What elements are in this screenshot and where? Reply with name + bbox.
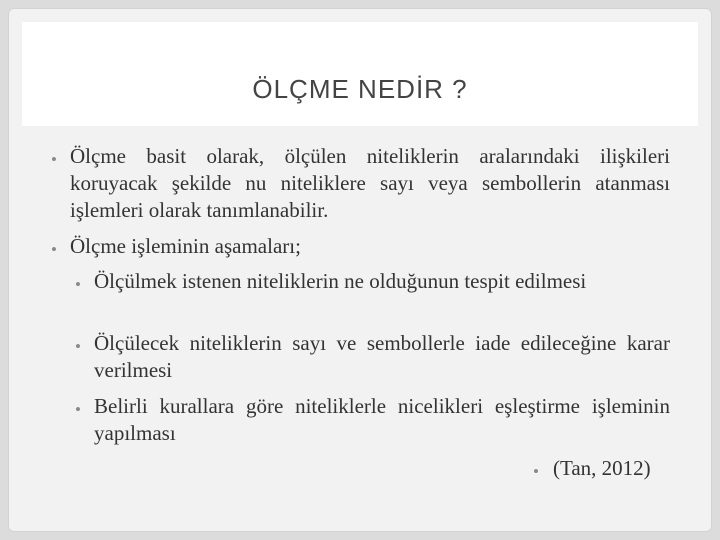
sub-bullet-2: Ölçülecek niteliklerin sayı ve sembollerle iade edileceğine karar verilmesi	[94, 331, 670, 382]
sub-bullet-marker: •	[75, 400, 81, 419]
sub-bullet-marker: •	[75, 337, 81, 356]
sub-bullet-3: Belirli kurallara göre niteliklerle nicelikleri eşleştirme işleminin yapılması	[94, 394, 670, 445]
bullet-marker: •	[51, 150, 57, 169]
bullet-definition: Ölçme basit olarak, ölçülen niteliklerin aralarındaki ilişkileri koruyacak şekilde nu niteliklere sayı veya sembollerin atanması işlemleri olarak tanımlanabilir.	[70, 144, 670, 222]
sub-bullet-marker: •	[75, 275, 81, 294]
sub-bullet-1: Ölçülmek istenen niteliklerin ne olduğunun tespit edilmesi	[94, 269, 587, 293]
citation-marker: •	[533, 462, 539, 481]
slide-title: ÖLÇME NEDİR ?	[252, 74, 468, 104]
citation: (Tan, 2012)	[553, 456, 651, 480]
bullet-stages: Ölçme işleminin aşamaları;	[70, 234, 301, 258]
bullet-marker: •	[51, 240, 57, 259]
